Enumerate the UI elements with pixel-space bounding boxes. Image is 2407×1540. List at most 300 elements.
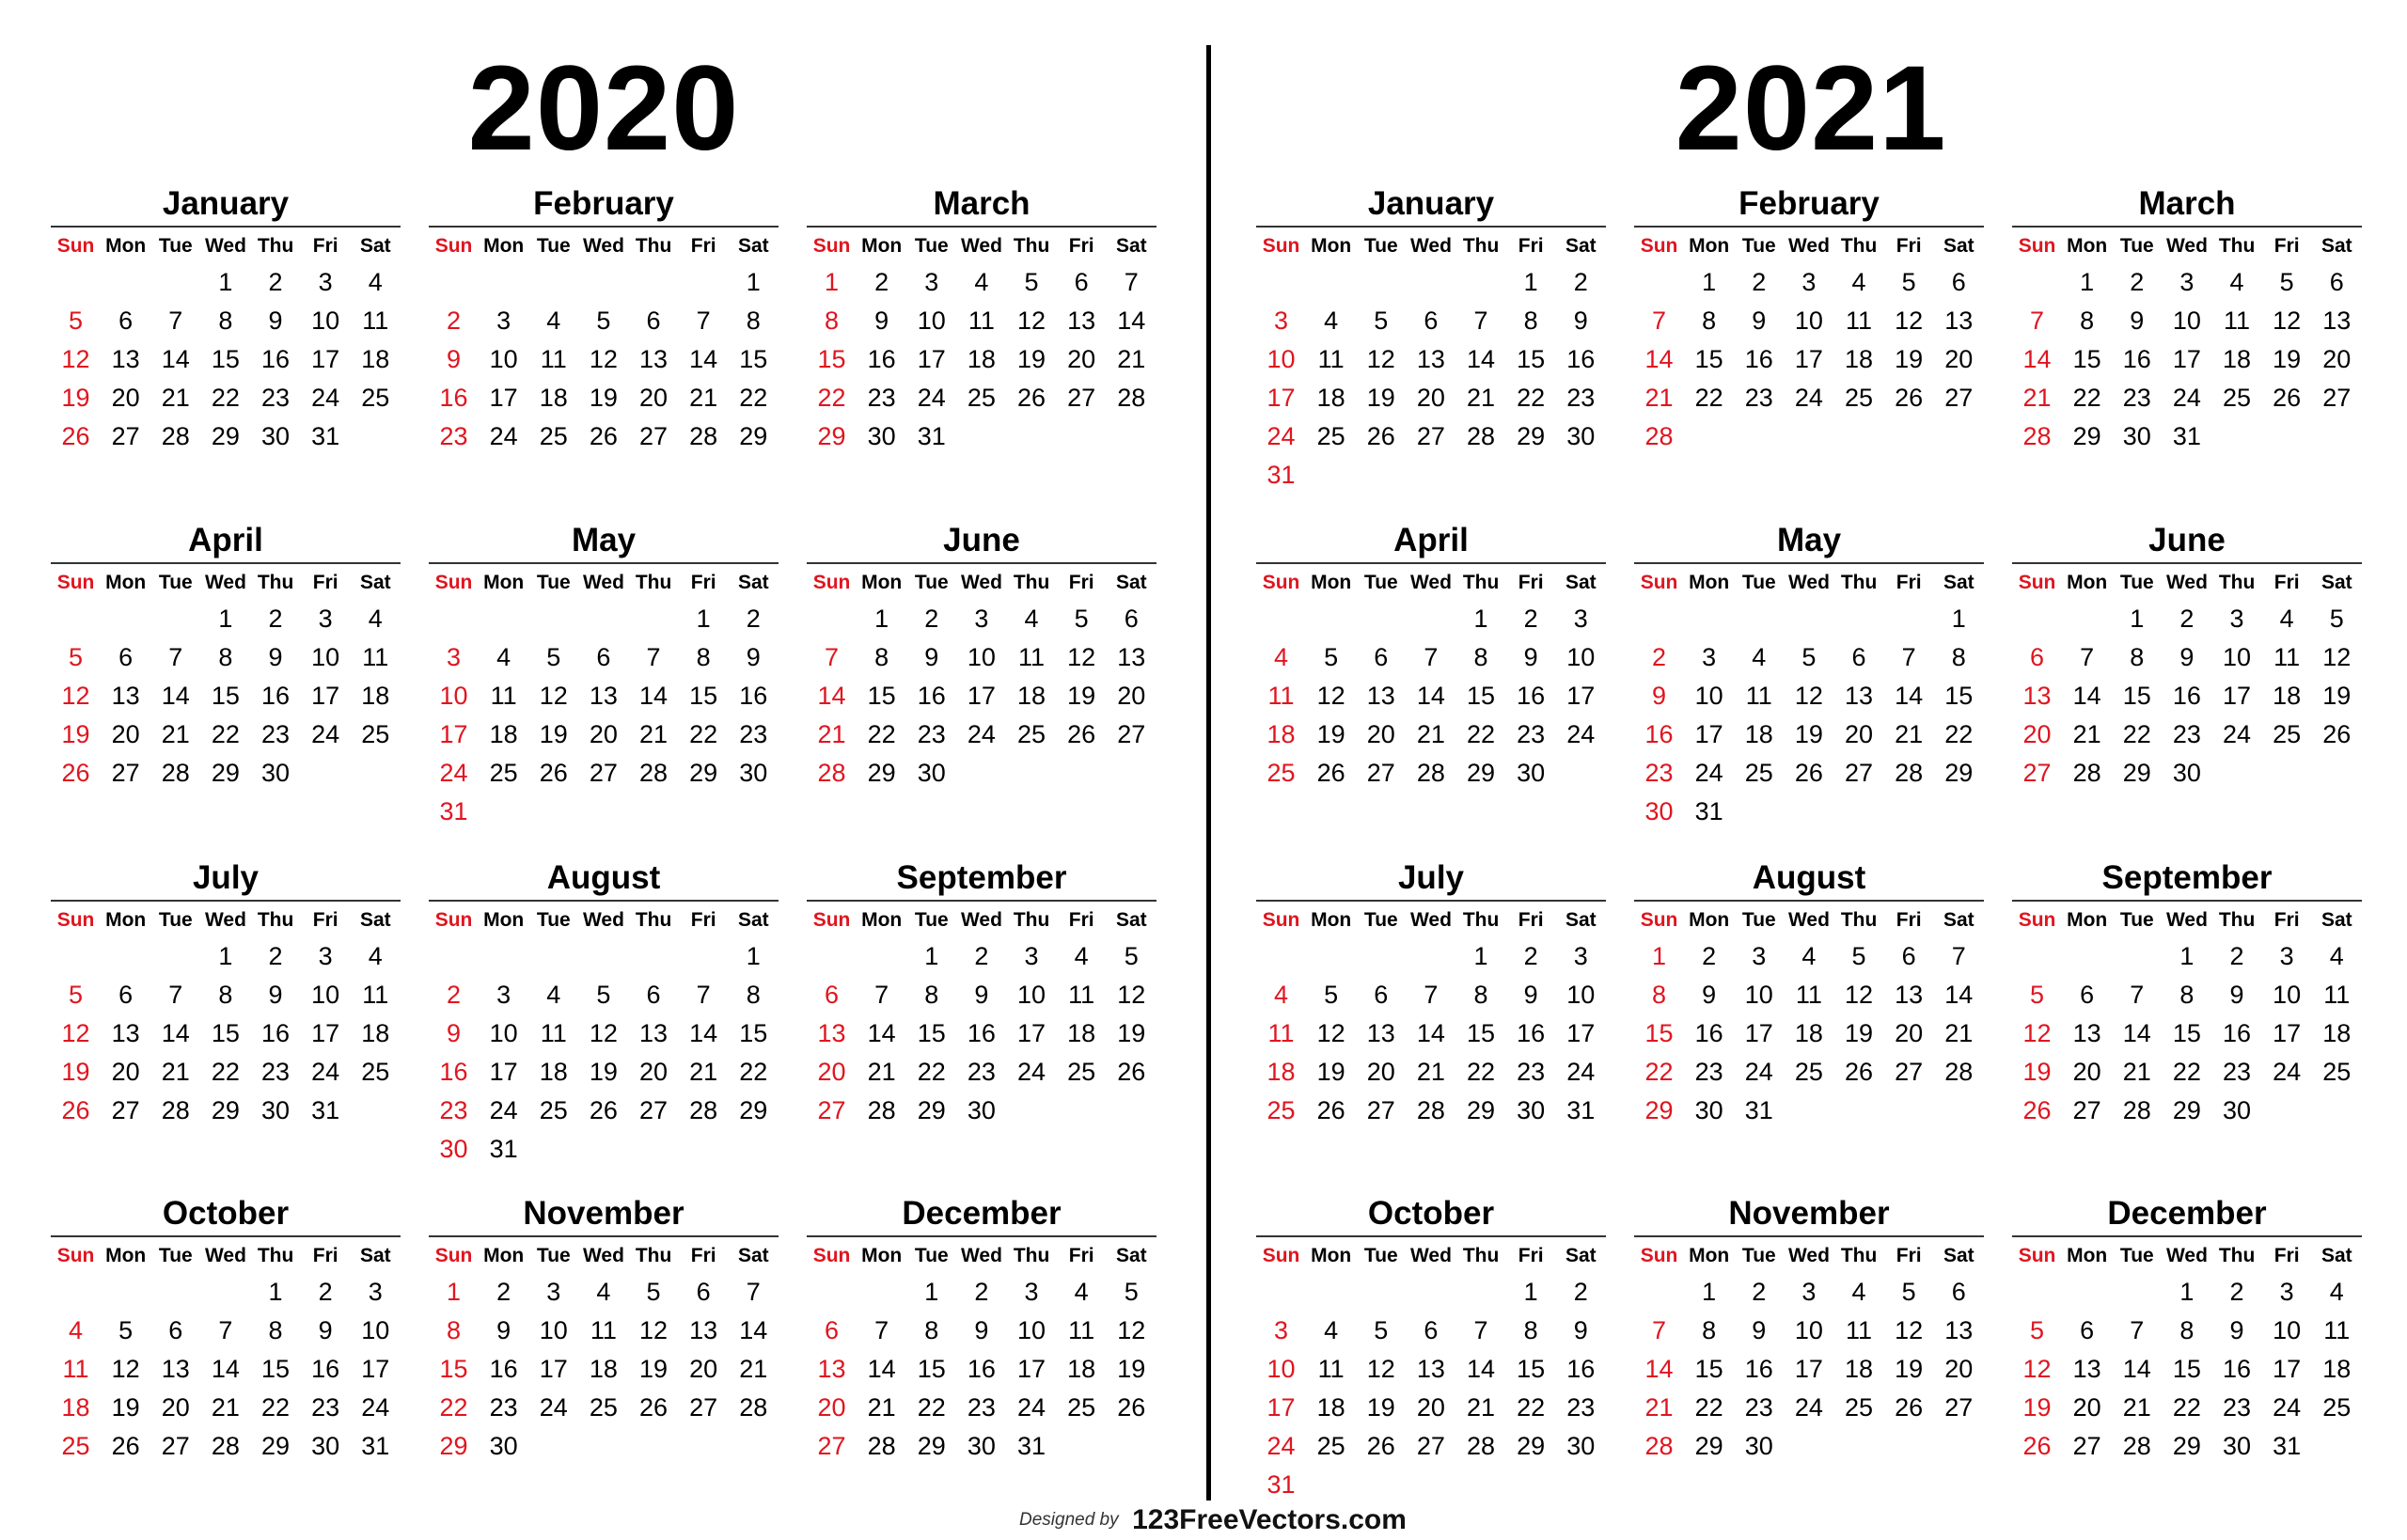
week-row: [429, 1130, 779, 1169]
day-cell: 8: [218, 643, 233, 671]
day-cell: 26: [589, 1096, 618, 1124]
weekday-tue: Tue: [158, 235, 193, 257]
day-cell: 30: [2223, 1432, 2252, 1460]
day-cell: 19: [1117, 1355, 1146, 1383]
day-cell: 3: [2279, 1278, 2294, 1306]
day-cell: 10: [2223, 643, 2252, 671]
week-row: [51, 302, 401, 340]
day-cell: 25: [2322, 1058, 2352, 1086]
weekday-tue: Tue: [914, 909, 949, 931]
day-cell: 1: [218, 605, 233, 633]
day-cell: 30: [261, 422, 291, 450]
day-cell: 8: [825, 306, 840, 335]
day-cell: 1: [2080, 268, 2095, 296]
week-row: [807, 1092, 1156, 1130]
day-cell: 8: [1523, 1316, 1538, 1344]
day-cell: 25: [539, 422, 568, 450]
day-cell: 21: [1895, 720, 1924, 748]
day-cell: 31: [2273, 1432, 2302, 1460]
weekday-tue: Tue: [1363, 909, 1398, 931]
weekday-tue: Tue: [914, 572, 949, 593]
day-cell: 20: [2072, 1393, 2101, 1422]
day-cell: 11: [1846, 306, 1873, 335]
week-row: [429, 263, 779, 302]
day-cell: 28: [1416, 759, 1445, 787]
weekday-thu: Thu: [1840, 1245, 1878, 1266]
day-cell: 20: [817, 1058, 846, 1086]
week-row: [807, 600, 1156, 638]
month-2021-november: [1634, 1194, 1984, 1466]
weekday-sat: Sat: [2320, 909, 2352, 931]
day-cell: 22: [689, 720, 718, 748]
day-cell: 11: [1267, 682, 1295, 710]
day-cell: 30: [917, 759, 946, 787]
day-cell: 5: [1074, 605, 1089, 633]
day-cell: 24: [2172, 384, 2201, 412]
day-cell: 4: [2279, 605, 2294, 633]
weekday-sat: Sat: [1943, 909, 1974, 931]
day-cell: 16: [261, 682, 291, 710]
weekday-sun: Sun: [56, 572, 95, 593]
day-cell: 9: [318, 1316, 333, 1344]
day-cell: 19: [1895, 1355, 1924, 1383]
day-cell: 5: [2329, 605, 2344, 633]
weekday-thu: Thu: [257, 235, 294, 257]
week-row: [429, 1427, 779, 1466]
day-cell: 29: [439, 1432, 468, 1460]
week-row: [807, 1350, 1156, 1389]
day-cell: 26: [1117, 1393, 1146, 1422]
day-cell: 31: [1266, 1470, 1296, 1499]
weekday-fri: Fri: [1068, 235, 1094, 257]
weekday-tue: Tue: [1741, 1245, 1776, 1266]
day-cell: 2: [2229, 942, 2244, 970]
day-cell: 23: [1517, 720, 1546, 748]
weekday-thu: Thu: [1013, 235, 1050, 257]
day-cell: 10: [967, 643, 996, 671]
day-cell: 18: [967, 345, 996, 373]
day-cell: 8: [1702, 306, 1717, 335]
day-cell: 28: [161, 1096, 190, 1124]
day-cell: 17: [311, 1019, 340, 1047]
weekday-sat: Sat: [1565, 909, 1597, 931]
week-row: [51, 1092, 401, 1130]
weekday-tue: Tue: [536, 572, 571, 593]
day-cell: 17: [439, 720, 468, 748]
day-cell: 21: [1644, 384, 1674, 412]
week-row: [429, 340, 779, 379]
weekday-fri: Fri: [1896, 1245, 1922, 1266]
day-cell: 21: [1467, 1393, 1496, 1422]
day-cell: 2: [1573, 1278, 1588, 1306]
day-cell: 21: [2072, 720, 2101, 748]
day-cell: 28: [689, 1096, 718, 1124]
day-cell: 26: [61, 1096, 90, 1124]
day-cell: 14: [639, 682, 669, 710]
weekday-fri: Fri: [2273, 235, 2300, 257]
day-cell: 31: [1017, 1432, 1046, 1460]
day-cell: 7: [2130, 1316, 2145, 1344]
weekday-thu: Thu: [1013, 1245, 1050, 1266]
day-cell: 22: [817, 384, 846, 412]
day-cell: 14: [2122, 1019, 2151, 1047]
weekday-tue: Tue: [2119, 235, 2154, 257]
day-cell: 8: [2179, 1316, 2195, 1344]
day-cell: 4: [2329, 942, 2344, 970]
day-cell: 29: [1467, 1096, 1496, 1124]
week-row: [2012, 1273, 2362, 1312]
week-row: [51, 976, 401, 1014]
weekday-sat: Sat: [1565, 572, 1597, 593]
day-cell: 5: [69, 643, 84, 671]
day-cell: 25: [361, 1058, 390, 1086]
month-rule: [807, 1235, 1156, 1237]
day-cell: 27: [639, 422, 669, 450]
weekday-sat: Sat: [737, 1245, 769, 1266]
weekday-sat: Sat: [1943, 572, 1974, 593]
day-cell: 21: [161, 720, 190, 748]
day-cell: 21: [1416, 720, 1445, 748]
day-cell: 25: [361, 384, 390, 412]
day-cell: 14: [1644, 345, 1674, 373]
day-cell: 14: [1117, 306, 1146, 335]
day-cell: 22: [2122, 720, 2151, 748]
day-cell: 10: [489, 1019, 518, 1047]
day-cell: 9: [2229, 981, 2244, 1009]
day-cell: 10: [1017, 981, 1046, 1009]
weekday-wed: Wed: [1409, 235, 1452, 257]
day-cell: 17: [539, 1355, 568, 1383]
day-cell: 10: [1794, 306, 1823, 335]
day-cell: 25: [2223, 384, 2252, 412]
day-cell: 23: [1744, 1393, 1773, 1422]
day-cell: 21: [739, 1355, 768, 1383]
month-rule: [807, 900, 1156, 902]
weekday-thu: Thu: [635, 235, 672, 257]
day-cell: 17: [1694, 720, 1723, 748]
day-cell: 1: [1523, 1278, 1538, 1306]
day-cell: 16: [1644, 720, 1674, 748]
day-cell: 29: [2172, 1096, 2201, 1124]
day-cell: 27: [689, 1393, 718, 1422]
day-cell: 10: [2273, 1316, 2302, 1344]
day-cell: 20: [639, 1058, 669, 1086]
weekday-thu: Thu: [1013, 909, 1050, 931]
day-cell: 5: [1374, 306, 1389, 335]
week-row: [1256, 937, 1606, 976]
day-cell: 3: [2279, 942, 2294, 970]
day-cell: 24: [439, 759, 468, 787]
day-cell: 22: [211, 384, 240, 412]
day-cell: 9: [447, 1019, 462, 1047]
weekday-tue: Tue: [536, 235, 571, 257]
week-row: [807, 754, 1156, 793]
day-cell: 12: [2273, 306, 2302, 335]
month-rule: [1256, 1235, 1606, 1237]
day-cell: 13: [1416, 345, 1445, 373]
weekday-thu: Thu: [635, 572, 672, 593]
weekday-mon: Mon: [1311, 909, 1352, 931]
day-cell: 7: [218, 1316, 233, 1344]
year-title-2020: 2020: [467, 41, 740, 176]
day-cell: 5: [2279, 268, 2294, 296]
day-cell: 9: [447, 345, 462, 373]
day-cell: 15: [1467, 1019, 1496, 1047]
day-cell: 26: [1366, 422, 1395, 450]
day-cell: 19: [2273, 345, 2302, 373]
day-cell: 5: [1901, 268, 1916, 296]
weekday-sun: Sun: [1262, 572, 1300, 593]
day-cell: 12: [1117, 1316, 1146, 1344]
day-cell: 7: [696, 306, 711, 335]
day-cell: 22: [2172, 1393, 2201, 1422]
day-cell: 17: [1566, 1019, 1596, 1047]
day-cell: 28: [161, 422, 190, 450]
day-cell: 24: [539, 1393, 568, 1422]
day-cell: 11: [490, 682, 517, 710]
week-row: [2012, 600, 2362, 638]
day-cell: 14: [2072, 682, 2101, 710]
month-rule: [807, 226, 1156, 228]
day-cell: 17: [2223, 682, 2252, 710]
weekday-sun: Sun: [434, 1245, 473, 1266]
weekday-sun: Sun: [434, 235, 473, 257]
weekday-mon: Mon: [861, 235, 903, 257]
day-cell: 1: [746, 942, 761, 970]
day-cell: 23: [2223, 1393, 2252, 1422]
day-cell: 20: [161, 1393, 190, 1422]
day-cell: 22: [439, 1393, 468, 1422]
day-cell: 26: [61, 759, 90, 787]
day-cell: 17: [311, 682, 340, 710]
week-row: [429, 715, 779, 754]
week-row: [1256, 1312, 1606, 1350]
weekday-mon: Mon: [2067, 235, 2108, 257]
weekday-fri: Fri: [1896, 572, 1922, 593]
day-cell: 3: [368, 1278, 383, 1306]
day-cell: 15: [1944, 682, 1974, 710]
weekday-fri: Fri: [312, 1245, 338, 1266]
day-cell: 24: [311, 1058, 340, 1086]
day-cell: 7: [874, 981, 889, 1009]
day-cell: 29: [1467, 759, 1496, 787]
day-cell: 9: [1702, 981, 1717, 1009]
week-row: [1634, 976, 1984, 1014]
day-cell: 24: [1017, 1393, 1046, 1422]
day-cell: 19: [1895, 345, 1924, 373]
week-row: [51, 1350, 401, 1389]
day-cell: 27: [1416, 1432, 1445, 1460]
week-row: [429, 937, 779, 976]
weekday-sun: Sun: [2018, 909, 2056, 931]
day-cell: 23: [2122, 384, 2151, 412]
day-cell: 29: [2122, 759, 2151, 787]
weekday-mon: Mon: [483, 909, 525, 931]
day-cell: 2: [974, 1278, 989, 1306]
day-cell: 18: [1266, 1058, 1296, 1086]
credit-prefix: Designed by: [1019, 1510, 1119, 1530]
day-cell: 12: [589, 1019, 618, 1047]
weekday-tue: Tue: [2119, 572, 2154, 593]
weekday-sat: Sat: [1943, 235, 1974, 257]
day-cell: 20: [1845, 720, 1874, 748]
day-cell: 24: [311, 720, 340, 748]
day-cell: 7: [696, 981, 711, 1009]
day-cell: 15: [739, 345, 768, 373]
month-2021-march: [2012, 184, 2362, 456]
day-cell: 10: [1794, 1316, 1823, 1344]
month-name: December: [902, 1195, 1062, 1232]
day-cell: 13: [111, 682, 140, 710]
day-cell: 8: [874, 643, 889, 671]
day-cell: 31: [917, 422, 946, 450]
week-row: [2012, 340, 2362, 379]
weekday-mon: Mon: [483, 235, 525, 257]
weekday-fri: Fri: [1896, 235, 1922, 257]
day-cell: 19: [1366, 1393, 1395, 1422]
week-row: [51, 263, 401, 302]
weekday-tue: Tue: [1741, 572, 1776, 593]
week-row: [807, 638, 1156, 677]
day-cell: 1: [447, 1278, 462, 1306]
day-cell: 11: [2323, 1316, 2351, 1344]
day-cell: 3: [318, 942, 333, 970]
weekday-header: [429, 566, 779, 600]
weekday-tue: Tue: [1363, 1245, 1398, 1266]
weekday-fri: Fri: [690, 235, 716, 257]
week-row: [1256, 754, 1606, 793]
day-cell: 10: [1266, 345, 1296, 373]
day-cell: 15: [1644, 1019, 1674, 1047]
day-cell: 29: [689, 759, 718, 787]
day-cell: 6: [1851, 643, 1866, 671]
month-rule: [2012, 900, 2362, 902]
day-cell: 13: [161, 1355, 190, 1383]
week-row: [2012, 1312, 2362, 1350]
weekday-wed: Wed: [960, 572, 1002, 593]
day-cell: 15: [739, 1019, 768, 1047]
weekday-thu: Thu: [2218, 235, 2256, 257]
day-cell: 13: [1845, 682, 1874, 710]
weekday-header: [807, 566, 1156, 600]
day-cell: 17: [1794, 345, 1823, 373]
day-cell: 11: [1068, 981, 1095, 1009]
day-cell: 20: [1067, 345, 1096, 373]
week-row: [807, 1312, 1156, 1350]
week-row: [51, 638, 401, 677]
day-cell: 17: [917, 345, 946, 373]
day-cell: 2: [268, 605, 283, 633]
week-row: [2012, 715, 2362, 754]
day-cell: 6: [1374, 643, 1389, 671]
weekday-mon: Mon: [1311, 235, 1352, 257]
weekday-mon: Mon: [1311, 1245, 1352, 1266]
week-row: [1256, 1466, 1606, 1504]
day-cell: 22: [1694, 384, 1723, 412]
day-cell: 21: [161, 1058, 190, 1086]
week-row: [1256, 340, 1606, 379]
day-cell: 4: [1024, 605, 1039, 633]
day-cell: 11: [1317, 1355, 1345, 1383]
week-row: [51, 677, 401, 715]
weekday-sun: Sun: [1640, 909, 1678, 931]
day-cell: 23: [1566, 384, 1596, 412]
day-cell: 12: [61, 1019, 90, 1047]
day-cell: 24: [1566, 1058, 1596, 1086]
day-cell: 6: [825, 1316, 840, 1344]
month-2020-september: [807, 858, 1156, 1130]
day-cell: 18: [1017, 682, 1046, 710]
day-cell: 23: [917, 720, 946, 748]
week-row: [51, 754, 401, 793]
day-cell: 4: [596, 1278, 611, 1306]
weekday-tue: Tue: [158, 1245, 193, 1266]
week-row: [2012, 1053, 2362, 1092]
day-cell: 25: [361, 720, 390, 748]
weekday-header: [1256, 904, 1606, 937]
weekday-tue: Tue: [1363, 572, 1398, 593]
month-rule: [1634, 226, 1984, 228]
day-cell: 8: [1702, 1316, 1717, 1344]
day-cell: 4: [974, 268, 989, 296]
day-cell: 20: [689, 1355, 718, 1383]
day-cell: 27: [817, 1096, 846, 1124]
day-cell: 25: [1067, 1393, 1096, 1422]
day-cell: 5: [2030, 1316, 2045, 1344]
day-cell: 20: [2022, 720, 2052, 748]
weekday-fri: Fri: [312, 572, 338, 593]
day-cell: 3: [496, 306, 511, 335]
day-cell: 1: [1523, 268, 1538, 296]
weekday-sat: Sat: [359, 235, 391, 257]
day-cell: 13: [2072, 1355, 2101, 1383]
weekday-wed: Wed: [582, 235, 624, 257]
year-title-2021: 2021: [1675, 41, 1947, 176]
day-cell: 1: [924, 942, 939, 970]
weekday-wed: Wed: [960, 235, 1002, 257]
day-cell: 2: [1523, 942, 1538, 970]
weekday-wed: Wed: [1787, 572, 1830, 593]
day-cell: 14: [1467, 345, 1496, 373]
day-cell: 16: [2223, 1355, 2252, 1383]
weekday-fri: Fri: [1068, 1245, 1094, 1266]
day-cell: 22: [1517, 384, 1546, 412]
day-cell: 6: [2030, 643, 2045, 671]
day-cell: 17: [311, 345, 340, 373]
day-cell: 28: [639, 759, 669, 787]
day-cell: 2: [1702, 942, 1717, 970]
day-cell: 24: [1017, 1058, 1046, 1086]
day-cell: 24: [1266, 422, 1296, 450]
week-row: [807, 417, 1156, 456]
day-cell: 18: [1316, 384, 1345, 412]
day-cell: 30: [967, 1096, 996, 1124]
day-cell: 6: [646, 981, 661, 1009]
weekday-wed: Wed: [1409, 909, 1452, 931]
day-cell: 30: [2122, 422, 2151, 450]
day-cell: 4: [368, 942, 383, 970]
weekday-mon: Mon: [861, 572, 903, 593]
day-cell: 11: [362, 643, 389, 671]
day-cell: 23: [1694, 1058, 1723, 1086]
day-cell: 15: [817, 345, 846, 373]
day-cell: 29: [1517, 422, 1546, 450]
day-cell: 5: [69, 306, 84, 335]
day-cell: 16: [1517, 682, 1546, 710]
day-cell: 14: [161, 682, 190, 710]
day-cell: 5: [69, 981, 84, 1009]
day-cell: 26: [1017, 384, 1046, 412]
